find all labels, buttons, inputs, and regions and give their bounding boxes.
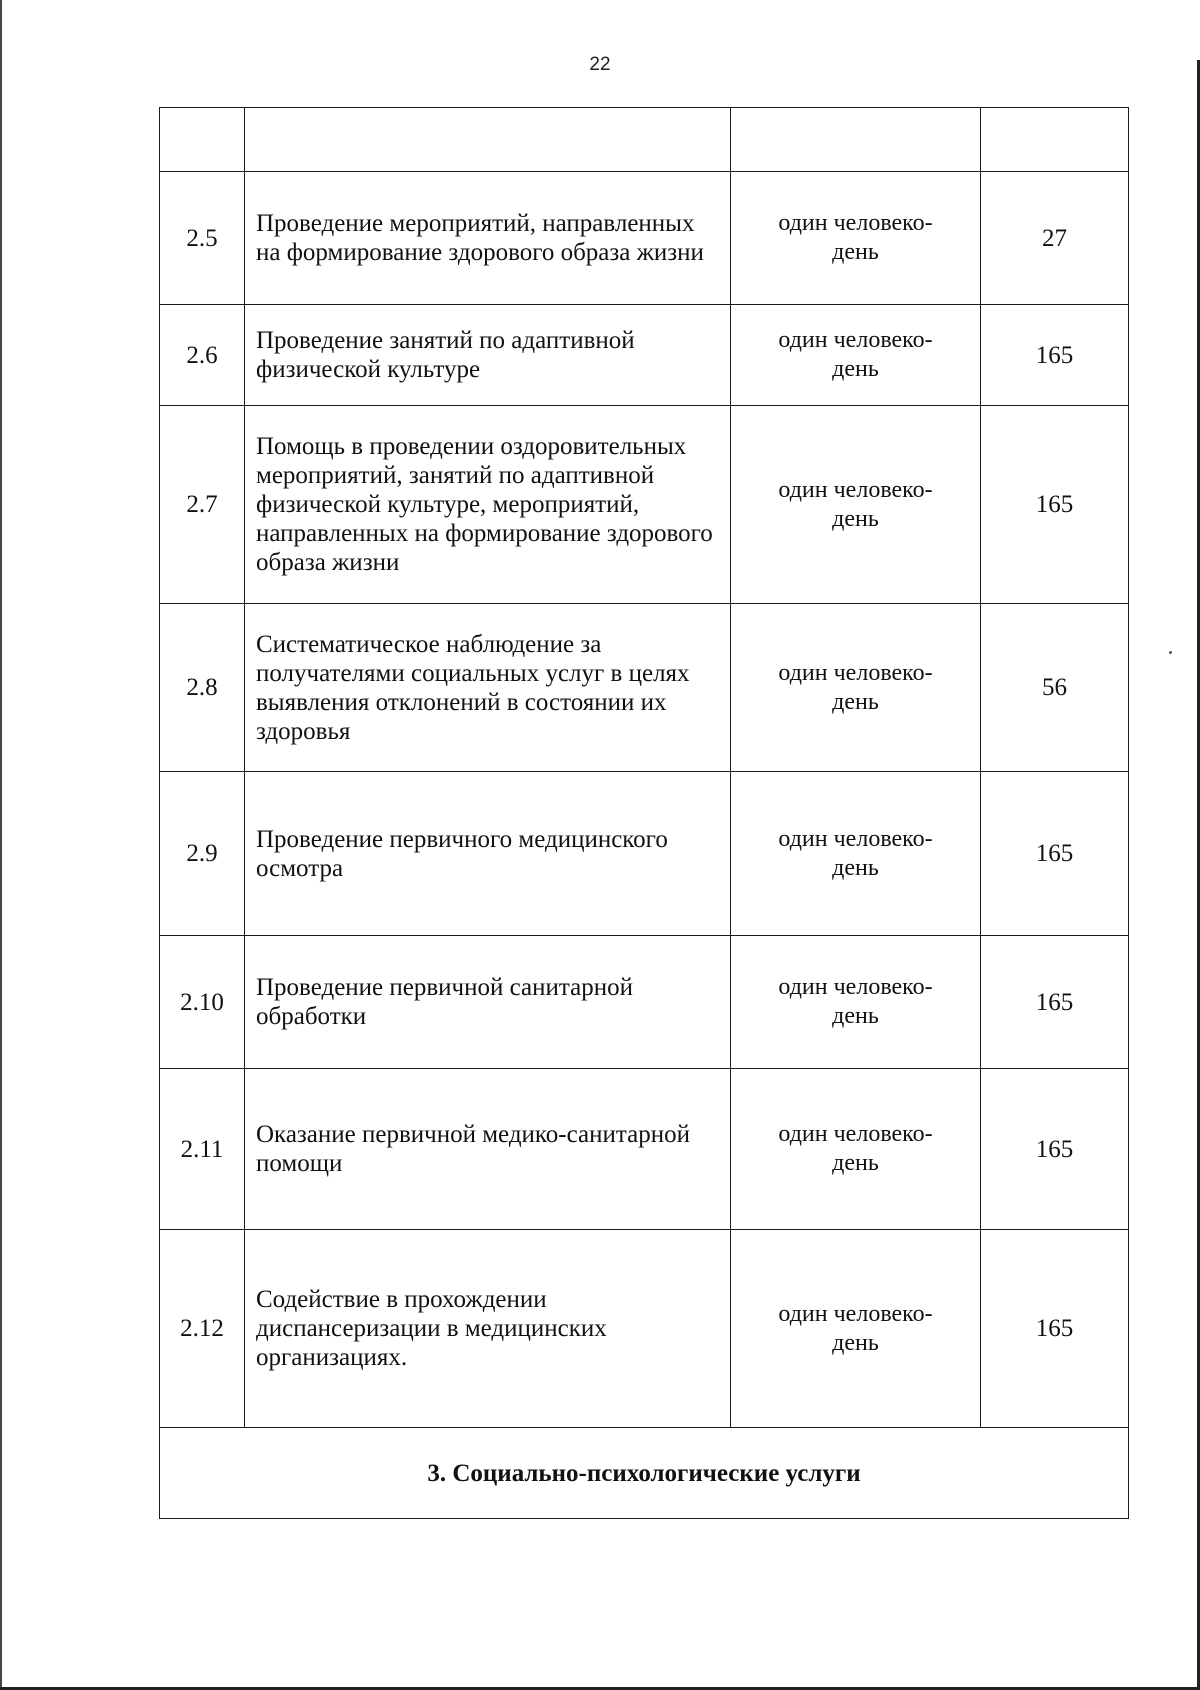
- table-row: [160, 406, 1129, 604]
- service-name-text: Систематическое наблюдение за получателями социальных услуг в целях выявления отклонений в состоянии их здоровья: [256, 630, 690, 745]
- table-row: [160, 172, 1129, 305]
- service-name-text: Оказание первичной медико-санитарной помощи: [256, 1121, 690, 1177]
- service-name-text: Содействие в прохождении диспансеризации в медицинских организациях.: [256, 1286, 607, 1371]
- section-heading: 3. Социально-психологические услуги: [160, 1428, 1129, 1519]
- value-cell: 165: [981, 1230, 1129, 1428]
- value-cell: 56: [981, 604, 1129, 772]
- unit-text: один человеко-день: [778, 1121, 933, 1176]
- header-cell-num: [160, 108, 245, 172]
- unit-cell: [731, 172, 981, 305]
- unit-text: один человеко-день: [778, 659, 933, 715]
- service-name: [245, 772, 731, 936]
- row-number: 2.11: [160, 1069, 245, 1230]
- unit-cell: [731, 406, 981, 604]
- services-table: [159, 107, 1129, 1519]
- service-name: [245, 172, 731, 305]
- table-row: [160, 305, 1129, 406]
- unit-cell: [731, 936, 981, 1069]
- header-cell-value: [981, 108, 1129, 172]
- row-number: 2.6: [160, 305, 245, 406]
- unit-text: один человеко-день: [778, 974, 933, 1029]
- row-number: 2.5: [160, 172, 245, 305]
- table-row: [160, 772, 1129, 936]
- header-cell-unit: [731, 108, 981, 172]
- value-cell: 165: [981, 936, 1129, 1069]
- value-cell: 165: [981, 772, 1129, 936]
- service-name: [245, 1069, 731, 1230]
- table-header-row: [160, 108, 1129, 172]
- service-name-text: Помощь в проведении оздоровительных мероприятий, занятий по адаптивной физической культуре, мероприятий, направленных на формирование здорового образа жизни: [256, 433, 713, 576]
- scan-edge-left: [0, 0, 2, 1690]
- scan-speck: [1169, 651, 1172, 654]
- unit-text: один человеко-день: [778, 1300, 933, 1356]
- row-number: 2.10: [160, 936, 245, 1069]
- service-name: [245, 1230, 731, 1428]
- table-row: [160, 604, 1129, 772]
- unit-text: один человеко-день: [778, 825, 933, 881]
- table-row: [160, 1230, 1129, 1428]
- table-row: [160, 1069, 1129, 1230]
- service-name: [245, 936, 731, 1069]
- row-number: 2.12: [160, 1230, 245, 1428]
- unit-text: один человеко-день: [778, 476, 933, 532]
- unit-cell: [731, 1069, 981, 1230]
- header-cell-name: [245, 108, 731, 172]
- service-name-text: Проведение первичной санитарной обработки: [256, 974, 633, 1030]
- table-row: [160, 936, 1129, 1069]
- service-name-text: Проведение первичного медицинского осмотра: [256, 825, 668, 882]
- value-cell: 165: [981, 305, 1129, 406]
- unit-cell: [731, 305, 981, 406]
- service-name: [245, 604, 731, 772]
- service-name-text: Проведение мероприятий, направленных на формирование здорового образа жизни: [256, 210, 704, 266]
- unit-text: один человеко-день: [778, 327, 933, 382]
- section-row: [160, 1428, 1129, 1519]
- unit-cell: [731, 1230, 981, 1428]
- service-name: [245, 305, 731, 406]
- service-name: [245, 406, 731, 604]
- unit-cell: [731, 604, 981, 772]
- row-number: 2.7: [160, 406, 245, 604]
- service-name-text: Проведение занятий по адаптивной физической культуре: [256, 327, 635, 383]
- value-cell: 165: [981, 1069, 1129, 1230]
- row-number: 2.9: [160, 772, 245, 936]
- row-number: 2.8: [160, 604, 245, 772]
- page-number: 22: [589, 54, 611, 75]
- unit-text: один человеко-день: [778, 210, 933, 265]
- value-cell: 27: [981, 172, 1129, 305]
- unit-cell: [731, 772, 981, 936]
- value-cell: 165: [981, 406, 1129, 604]
